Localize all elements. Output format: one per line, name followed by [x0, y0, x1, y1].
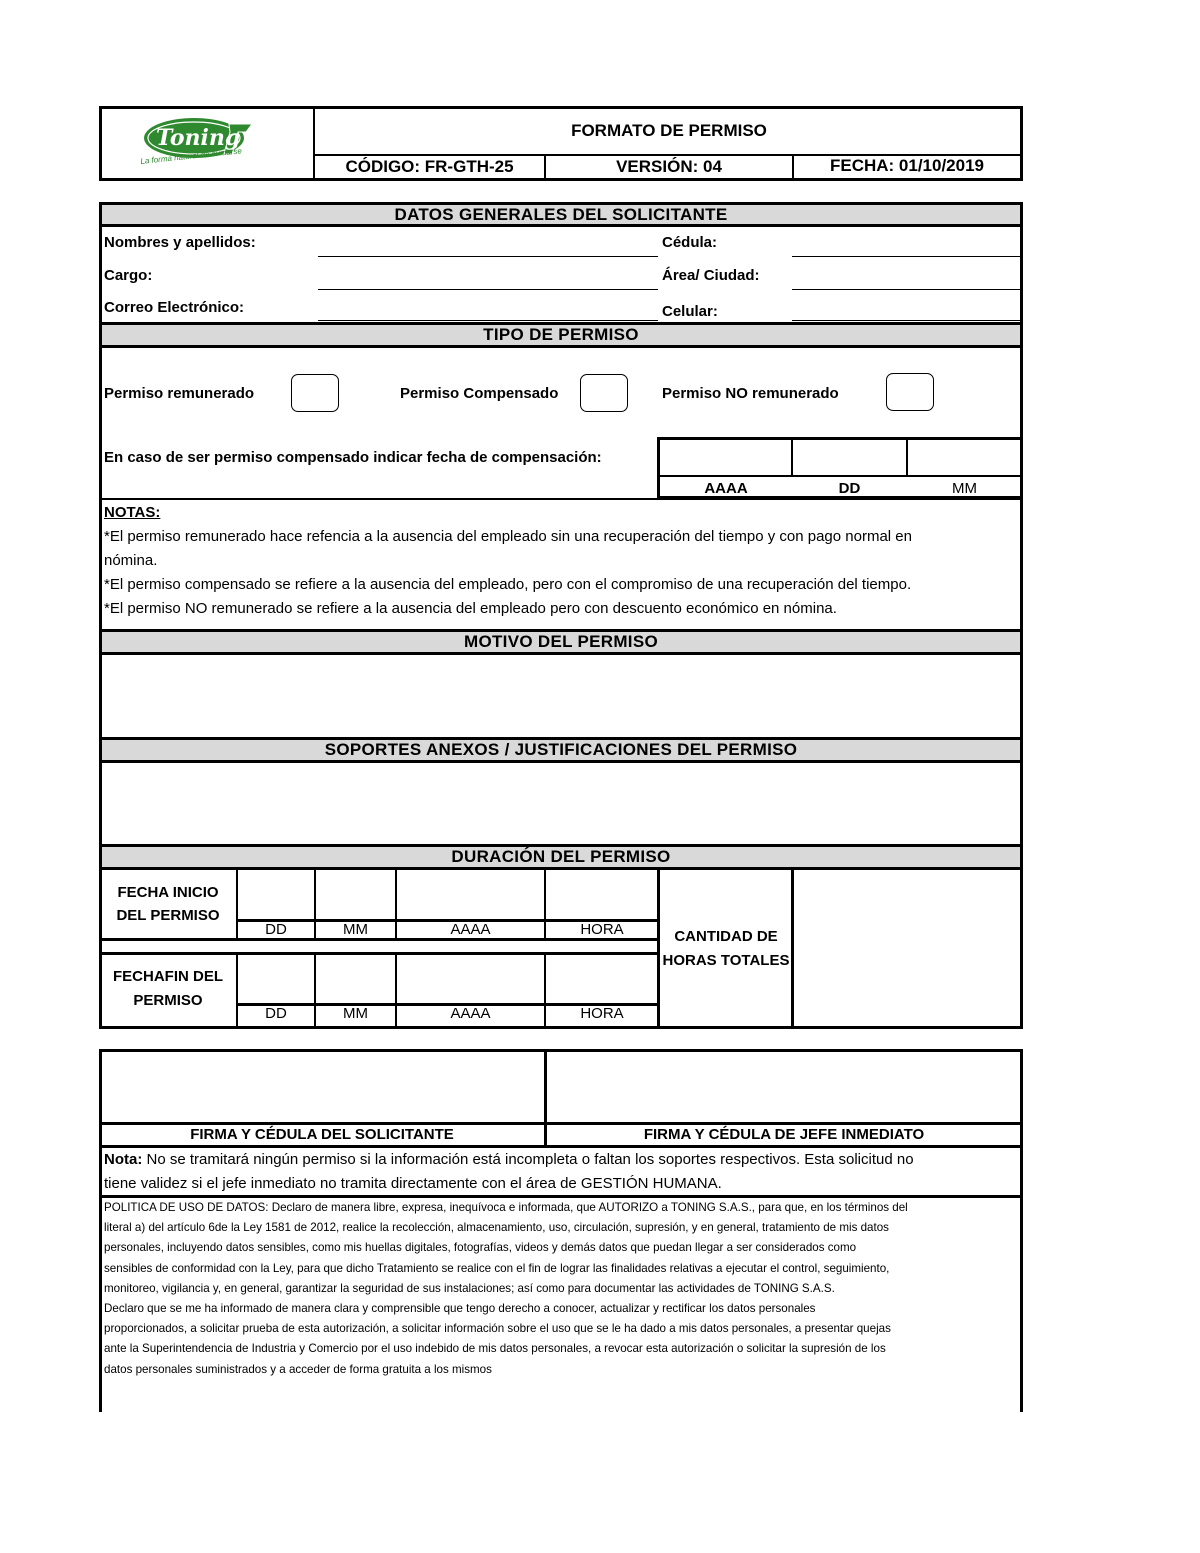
start-label-2: DEL PERMISO — [116, 907, 220, 924]
form-code: CÓDIGO: FR-GTH-25 — [345, 157, 514, 176]
start-label-1: FECHA INICIO — [117, 884, 219, 901]
start-day-caption: DD — [265, 921, 287, 938]
policy-right-border — [1020, 1196, 1023, 1412]
policy-line: datos personales suministrados y a acceder de forma gratuita a los mismos — [104, 1362, 492, 1376]
policy-line: Declaro que se me ha informado de manera clara y comprensible que tengo derecho a conocer, actualizar y rectificar los datos personales — [104, 1302, 816, 1316]
start-row-bottom — [99, 938, 659, 941]
applicant-signature-label: FIRMA Y CÉDULA DEL SOLICITANTE — [190, 1126, 454, 1143]
end-row-top — [99, 952, 659, 955]
nota-label: Nota: — [104, 1151, 143, 1168]
cargo-field[interactable] — [318, 289, 658, 290]
form-version: VERSIÓN: 04 — [616, 157, 722, 176]
end-month-input[interactable] — [317, 956, 394, 1002]
nota-text-2: tiene validez si el jefe inmediato no tramita directamente con el área de GESTIÓN HUMANA. — [104, 1175, 722, 1192]
start-year-caption: AAAA — [450, 921, 491, 938]
policy-line: personales, incluyendo datos sensibles, como mis huellas digitales, fotografías, videos y demás datos que puedan llegar a ser considerados como — [104, 1241, 857, 1255]
nota-text-1: No se tramitará ningún permiso si la información está incompleta o faltan los soportes respectivos. Esta solicitud no — [142, 1151, 914, 1168]
compensated-checkbox[interactable] — [580, 374, 628, 412]
names-field[interactable] — [318, 256, 658, 257]
policy-text — [104, 1198, 1018, 1380]
company-logo — [134, 112, 274, 174]
end-day-caption: DD — [265, 1005, 287, 1022]
end-hour-input[interactable] — [547, 956, 657, 1002]
note-line-1: *El permiso remunerado hace refencia a la ausencia del empleado sin una recuperación del tiempo y con pago normal en — [104, 528, 912, 545]
section-duration-title: DURACIÓN DEL PERMISO — [99, 844, 1023, 870]
notes-title: NOTAS: — [104, 504, 161, 521]
nota-paragraph — [104, 1148, 1019, 1196]
policy-line: monitoreo, vigilancia y, en general, garantizar la seguridad de sus instalaciones; así como para documentar las actividades de TONING S.A.S. — [104, 1281, 835, 1295]
cell-field[interactable] — [792, 320, 1020, 321]
section-type-title: TIPO DE PERMISO — [99, 322, 1023, 348]
end-year-input[interactable] — [398, 956, 543, 1002]
area-label: Área/ Ciudad: — [662, 267, 760, 284]
note-line-2: *El permiso compensado se refiere a la ausencia del empleado, pero con el compromiso de una recuperación del tiempo. — [104, 576, 912, 593]
paid-label: Permiso remunerado — [104, 385, 255, 402]
start-hour-input[interactable] — [547, 872, 657, 918]
end-day-input[interactable] — [239, 956, 313, 1002]
policy-line: literal a) del artículo 6de la Ley 1581 de 2012, realice la recolección, almacenamiento, uso, circulación, supresión, y en general, tratamiento de mis datos — [104, 1221, 889, 1235]
type-bottom-line — [99, 498, 1023, 500]
boss-signature-field[interactable] — [547, 1052, 1020, 1122]
form-date: FECHA: 01/10/2019 — [829, 156, 985, 175]
policy-line: ante la Superintendencia de Industria y Comercio por el uso indebido de mis datos personales, a revocar esta autorización o solicitar la supresión de los — [104, 1342, 886, 1356]
total-div-right — [791, 869, 794, 1027]
comp-month-input[interactable] — [909, 440, 1020, 474]
cell-label: Celular: — [662, 303, 718, 320]
unpaid-checkbox[interactable] — [886, 373, 934, 411]
comp-date-midline — [657, 475, 1023, 477]
policy-left-border — [99, 1196, 102, 1412]
area-field[interactable] — [792, 289, 1020, 290]
end-month-caption: MM — [343, 1005, 368, 1022]
form-title: FORMATO DE PERMISO — [571, 121, 767, 140]
comp-month-caption: MM — [952, 480, 977, 497]
cargo-label: Cargo: — [104, 267, 153, 284]
note-line-1b: nómina. — [104, 552, 158, 569]
start-hour-caption: HORA — [580, 921, 624, 938]
cedula-label: Cédula: — [662, 234, 718, 251]
policy-line: proporcionados, a solicitar prueba de esta autorización, a solicitar información sobre el uso que se le ha dado a mis datos personales, a presentar quejas — [104, 1322, 891, 1336]
supports-textarea[interactable] — [102, 764, 1020, 844]
start-month-caption: MM — [343, 921, 368, 938]
comp-date-label: En caso de ser permiso compensado indicar fecha de compensación: — [104, 449, 602, 466]
paid-checkbox[interactable] — [291, 374, 339, 412]
comp-day-input[interactable] — [794, 440, 905, 474]
policy-line: sensibles de conformidad con la Ley, para que dicho Tratamiento se realice con el fin de lograr las finalidades relativas a ejecutar el control, seguimiento, — [104, 1261, 890, 1275]
logo-wordmark: Toning — [156, 125, 241, 151]
names-label: Nombres y apellidos: — [104, 234, 256, 251]
total-hours-label-2: HORAS TOTALES — [662, 952, 790, 969]
compensated-label: Permiso Compensado — [400, 385, 559, 402]
start-day-input[interactable] — [239, 872, 313, 918]
boss-signature-label: FIRMA Y CÉDULA DE JEFE INMEDIATO — [643, 1126, 925, 1143]
comp-year-caption: AAAA — [704, 480, 748, 497]
comp-date-div-2 — [906, 437, 908, 477]
start-month-input[interactable] — [317, 872, 394, 918]
policy-line: POLITICA DE USO DE DATOS: Declaro de manera libre, expresa, inequívoca e informada, que AUTORIZO a TONING S.A.S., para que, en los términos del — [104, 1201, 908, 1214]
total-div-left — [657, 869, 660, 1027]
unpaid-label: Permiso NO remunerado — [662, 385, 839, 402]
end-label-1: FECHAFIN DEL — [113, 968, 223, 985]
comp-date-div-1 — [791, 437, 793, 477]
signature-line-top — [99, 1122, 1023, 1125]
note-line-3: *El permiso NO remunerado se refiere a la ausencia del empleado pero con descuento económico en nómina. — [104, 600, 837, 617]
comp-year-input[interactable] — [660, 440, 790, 474]
end-hour-caption: HORA — [580, 1005, 624, 1022]
total-hours-input[interactable] — [795, 872, 1020, 1024]
comp-day-caption: DD — [838, 480, 861, 497]
cedula-field[interactable] — [792, 256, 1020, 257]
reason-textarea[interactable] — [102, 656, 1020, 736]
start-year-input[interactable] — [398, 872, 543, 918]
section-general-title: DATOS GENERALES DEL SOLICITANTE — [99, 202, 1023, 227]
logo-tagline: La forma natural de cuidarse — [140, 146, 243, 166]
email-label: Correo Electrónico: — [104, 299, 245, 316]
email-field[interactable] — [318, 320, 658, 321]
total-hours-label-1: CANTIDAD DE — [674, 928, 778, 945]
section-supports-title: SOPORTES ANEXOS / JUSTIFICACIONES DEL PERMISO — [99, 737, 1023, 763]
end-label-2: PERMISO — [133, 992, 203, 1009]
applicant-signature-field[interactable] — [102, 1052, 543, 1122]
section-reason-title: MOTIVO DEL PERMISO — [99, 629, 1023, 655]
end-year-caption: AAAA — [450, 1005, 491, 1022]
